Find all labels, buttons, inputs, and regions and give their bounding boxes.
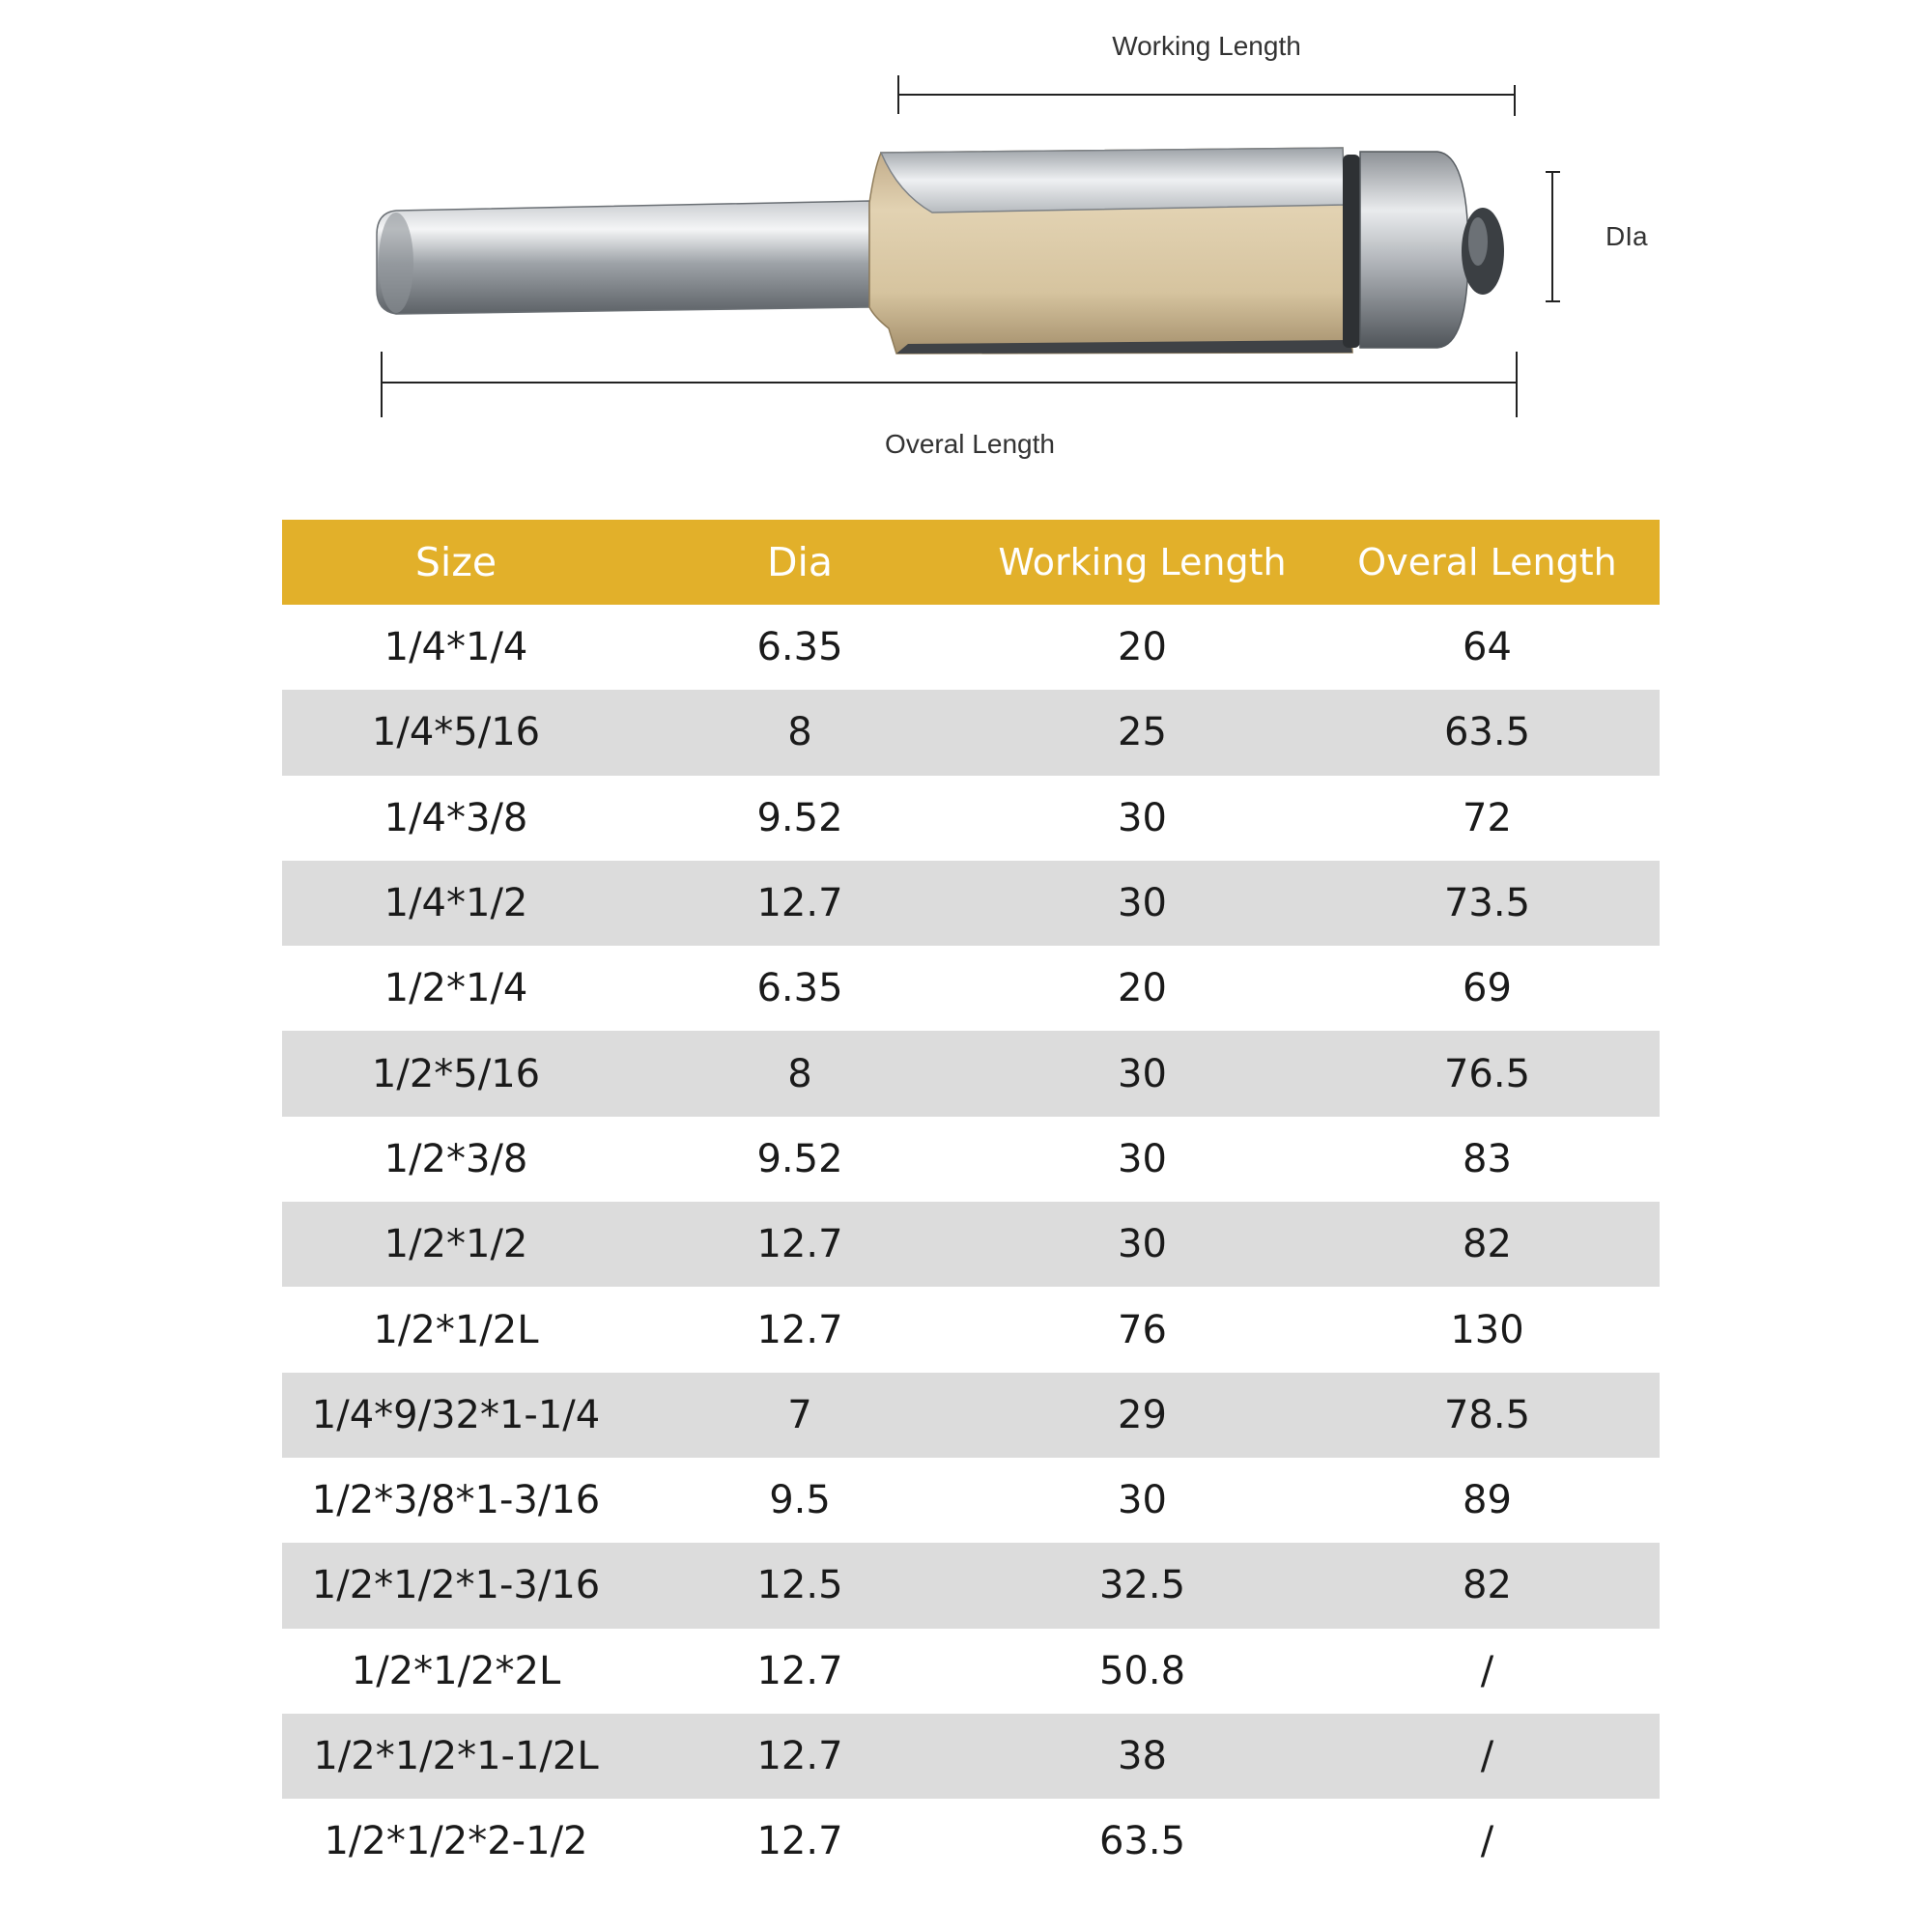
cell-working-length: 32.5 [970, 1543, 1315, 1628]
cell-working-length: 38 [970, 1714, 1315, 1799]
table-row [282, 605, 1660, 690]
cell-overall-length: 69 [1463, 966, 1512, 1011]
cell-size: 1/2*1/2L [373, 1307, 539, 1352]
router-bit-diagram [0, 0, 1932, 483]
table-row [282, 1117, 1660, 1202]
cell-dia: 12.7 [756, 1648, 843, 1693]
table-row [282, 1458, 1660, 1543]
cell-size: 1/2*1/4 [384, 966, 528, 1011]
table-header [282, 520, 1660, 605]
cell-dia: 8 [630, 690, 970, 775]
cell-size: 1/4*9/32*1-1/4 [282, 1373, 630, 1458]
cell-working-length: 25 [970, 690, 1315, 775]
cell-dia: 12.7 [630, 1202, 970, 1287]
shank [377, 201, 869, 314]
cell-size: 1/2*3/8*1-3/16 [311, 1478, 601, 1523]
cell-overall-length: / [1480, 1819, 1494, 1864]
cell-overall-length: 72 [1463, 795, 1512, 840]
cell-overall-length: 78.5 [1315, 1373, 1660, 1458]
cell-working-length: 63.5 [1098, 1819, 1186, 1864]
working-length-dimension [898, 31, 1515, 116]
cell-size: 1/4*3/8 [384, 795, 528, 840]
cell-size: 1/2*5/16 [282, 1031, 630, 1116]
cell-dia: 7 [630, 1373, 970, 1458]
table-row [282, 1031, 1660, 1116]
cell-overall-length: 83 [1463, 1136, 1512, 1181]
cell-working-length: 30 [970, 1202, 1315, 1287]
bearing [1343, 152, 1504, 348]
cell-working-length: 76 [1118, 1307, 1167, 1352]
header-size: Size [282, 520, 630, 605]
cell-working-length: 30 [1118, 795, 1167, 840]
dia-dimension [1546, 172, 1648, 301]
cell-working-length: 30 [1118, 1136, 1167, 1181]
dia-label: DIa [1605, 221, 1648, 251]
table-row [282, 1714, 1660, 1799]
cell-dia: 9.52 [756, 1136, 843, 1181]
table-row [282, 690, 1660, 775]
cell-size: 1/2*1/2*1-1/2L [282, 1714, 630, 1799]
cell-size: 1/2*1/2*1-3/16 [282, 1543, 630, 1628]
header-row [282, 520, 1660, 605]
table-row [282, 1373, 1660, 1458]
cell-size: 1/4*1/4 [384, 625, 528, 670]
cell-size: 1/2*3/8 [384, 1136, 528, 1181]
table-row [282, 861, 1660, 946]
cell-size: 1/4*5/16 [282, 690, 630, 775]
table-body [282, 605, 1660, 1884]
table-row [282, 776, 1660, 861]
cell-dia: 8 [630, 1031, 970, 1116]
working-length-label: Working Length [1112, 31, 1301, 61]
cell-working-length: 29 [970, 1373, 1315, 1458]
header-working-length: Working Length [970, 520, 1315, 605]
cell-overall-length: 82 [1315, 1543, 1660, 1628]
cell-dia: 12.7 [630, 861, 970, 946]
cell-working-length: 50.8 [1098, 1648, 1186, 1693]
spec-table [282, 520, 1660, 1884]
cell-overall-length: 76.5 [1315, 1031, 1660, 1116]
cell-size: 1/4*1/2 [282, 861, 630, 946]
table-row [282, 946, 1660, 1031]
cell-size: 1/2*1/2 [282, 1202, 630, 1287]
cell-dia: 9.5 [769, 1478, 831, 1523]
cell-working-length: 20 [1118, 966, 1167, 1011]
cell-dia: 12.7 [756, 1307, 843, 1352]
cell-dia: 6.35 [756, 625, 843, 670]
cell-dia: 6.35 [756, 966, 843, 1011]
cell-overall-length: 130 [1450, 1307, 1524, 1352]
cell-overall-length: / [1315, 1714, 1660, 1799]
cell-dia: 9.52 [756, 795, 843, 840]
cell-overall-length: 63.5 [1315, 690, 1660, 775]
cell-overall-length: 82 [1315, 1202, 1660, 1287]
cell-overall-length: 64 [1463, 625, 1512, 670]
cell-overall-length: / [1480, 1648, 1494, 1693]
cell-size: 1/2*1/2*2-1/2 [324, 1819, 588, 1864]
header-dia: Dia [630, 520, 970, 605]
header-overall-length: Overal Length [1315, 520, 1660, 605]
cell-working-length: 30 [1118, 1478, 1167, 1523]
table-row [282, 1287, 1660, 1372]
overall-length-dimension [382, 352, 1517, 459]
table-row [282, 1799, 1660, 1884]
cell-working-length: 20 [1118, 625, 1167, 670]
cell-overall-length: 73.5 [1315, 861, 1660, 946]
table-row [282, 1543, 1660, 1628]
overall-length-label: Overal Length [885, 429, 1055, 459]
cell-dia: 12.7 [756, 1819, 843, 1864]
table-row [282, 1629, 1660, 1714]
cell-overall-length: 89 [1463, 1478, 1512, 1523]
cell-dia: 12.5 [630, 1543, 970, 1628]
cell-dia: 12.7 [630, 1714, 970, 1799]
cell-working-length: 30 [970, 1031, 1315, 1116]
cell-size: 1/2*1/2*2L [351, 1648, 561, 1693]
table-row [282, 1202, 1660, 1287]
cutter-body [869, 148, 1352, 354]
cell-working-length: 30 [970, 861, 1315, 946]
